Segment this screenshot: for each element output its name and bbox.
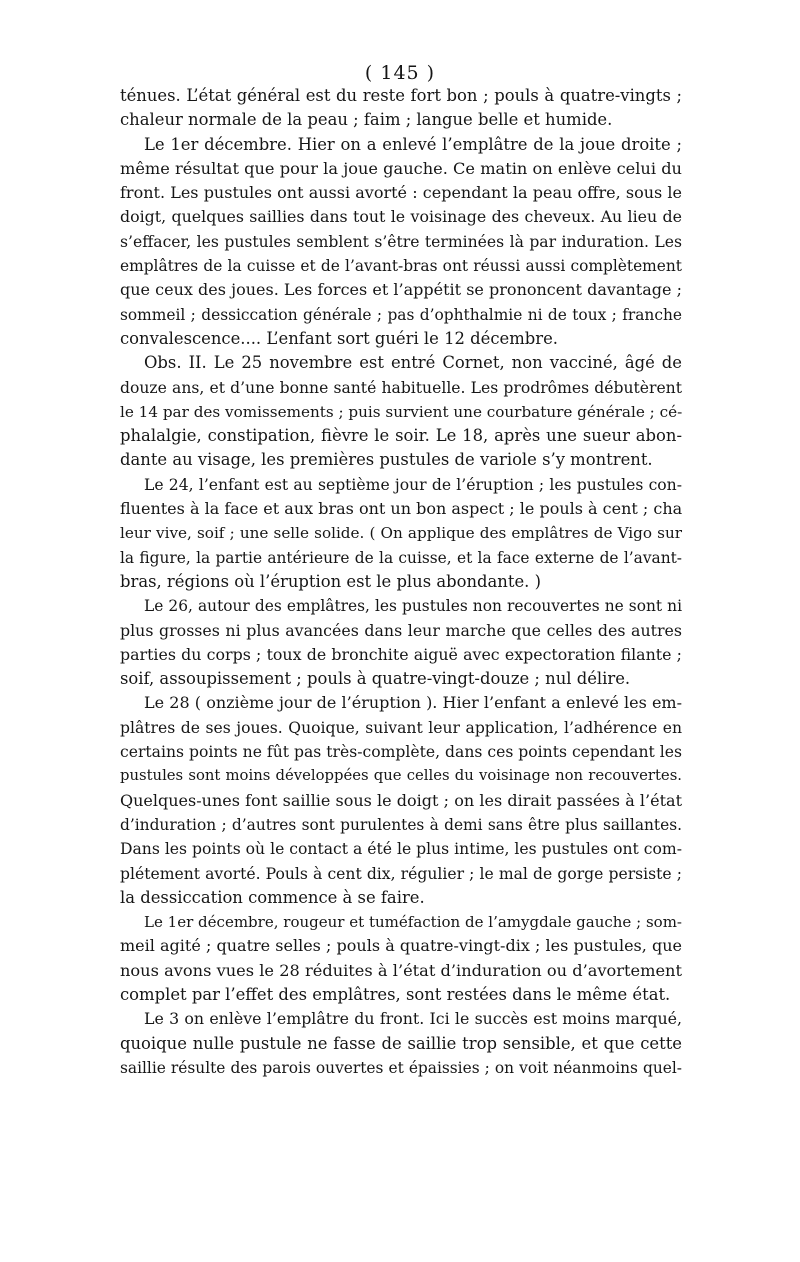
text-line: même résultat que pour la joue gauche. Ce matin on enlève celui du (120, 158, 682, 178)
text-line: Le 28 ( onzième jour de l’éruption ). Hier l’enfant a enlevé les em- (144, 693, 682, 713)
text-line: doigt, quelques saillies dans tout le voisinage des cheveux. Au lieu de (120, 207, 682, 227)
text-line: phalalgie, constipation, fièvre le soir. Le 18, après une sueur abon- (120, 426, 682, 446)
text-line: emplâtres de la cuisse et de l’avant-bras ont réussi aussi complètement (120, 257, 682, 276)
text-line: chaleur normale de la peau ; faim ; langue belle et humide. (120, 110, 613, 130)
text-line: plus grosses ni plus avancées dans leur marche que celles des autres (120, 620, 682, 640)
text-line: le 14 par des vomissements ; puis survient une courbature générale ; cé- (120, 402, 683, 421)
text-line: plâtres de ses joues. Quoique, suivant leur application, l’adhérence en (120, 718, 682, 737)
text-line: convalescence.... L’enfant sort guéri le 12 décembre. (120, 328, 558, 348)
text-line: quoique nulle pustule ne fasse de saillie trop sensible, et que cette (120, 1033, 682, 1053)
text-line: d’induration ; d’autres sont purulentes à demi sans être plus saillantes. (120, 815, 682, 834)
text-line: complet par l’effet des emplâtres, sont restées dans le même état. (120, 984, 671, 1004)
text-line: certains points ne fût pas très-complète, dans ces points cependant les (120, 743, 682, 762)
text-line: Le 24, l’enfant est au septième jour de l’éruption ; les pustules con- (144, 475, 682, 494)
text-line: fluentes à la face et aux bras ont un bon aspect ; le pouls à cent ; cha (120, 499, 683, 519)
text-line: Le 26, autour des emplâtres, les pustules non recouvertes ne sont ni (144, 597, 682, 616)
text-line: nous avons vues le 28 réduites à l’état d’induration ou d’avortement (120, 960, 682, 980)
text-line: dante au visage, les premières pustules de variole s’y montrent. (120, 450, 653, 470)
text-line: s’effacer, les pustules semblent s’être terminées là par induration. Les (120, 232, 682, 251)
body-text (120, 84, 682, 1080)
text-line: front. Les pustules ont aussi avorté : cependant la peau offre, sous le (120, 183, 682, 203)
text-line: Le 1er décembre, rougeur et tuméfaction de l’amygdale gauche ; som- (144, 913, 682, 932)
text-line: la dessiccation commence à se faire. (120, 887, 425, 907)
text-line: Le 1er décembre. Hier on a enlevé l’emplâtre de la joue droite ; (144, 134, 682, 154)
text-line: pustules sont moins développées que celles du voisinage non recouvertes. (120, 767, 682, 785)
text-line: Dans les points où le contact a été le plus intime, les pustules ont com- (120, 840, 682, 859)
text-line: saillie résulte des parois ouvertes et épaissies ; on voit néanmoins quel- (120, 1058, 682, 1077)
text-line: douze ans, et d’une bonne santé habituelle. Les prodrômes débutèrent (120, 378, 682, 397)
text-line: parties du corps ; toux de bronchite aiguë avec expectoration filante ; (120, 644, 682, 664)
text-line: bras, régions où l’éruption est le plus abondante. ) (120, 571, 541, 591)
text-line: Le 3 on enlève l’emplâtre du front. Ici le succès est moins marqué, (144, 1009, 682, 1029)
text-line: la figure, la partie antérieure de la cuisse, et la face externe de l’avant- (120, 548, 682, 567)
text-line: leur vive, soif ; une selle solide. ( On applique des emplâtres de Vigo sur (120, 524, 682, 543)
page-number: ( 145 ) (364, 62, 436, 84)
text-line: meil agité ; quatre selles ; pouls à quatre-vingt-dix ; les pustules, que (120, 936, 682, 956)
text-line: ténues. L’état général est du reste fort bon ; pouls à quatre-vingts ; (120, 86, 682, 105)
text-line: soif, assoupissement ; pouls à quatre-vingt-douze ; nul délire. (120, 669, 631, 689)
text-line: Quelques-unes font saillie sous le doigt ; on les dirait passées à l’état (120, 790, 682, 810)
text-line: sommeil ; dessiccation générale ; pas d’ophthalmie ni de toux ; franche (120, 305, 682, 324)
text-line: plétement avorté. Pouls à cent dix, régulier ; le mal de gorge persiste ; (120, 864, 682, 883)
text-line: Obs. II. Le 25 novembre est entré Cornet, non vacciné, âgé de (144, 353, 682, 373)
text-line: que ceux des joues. Les forces et l’appétit se prononcent davantage ; (120, 280, 682, 300)
